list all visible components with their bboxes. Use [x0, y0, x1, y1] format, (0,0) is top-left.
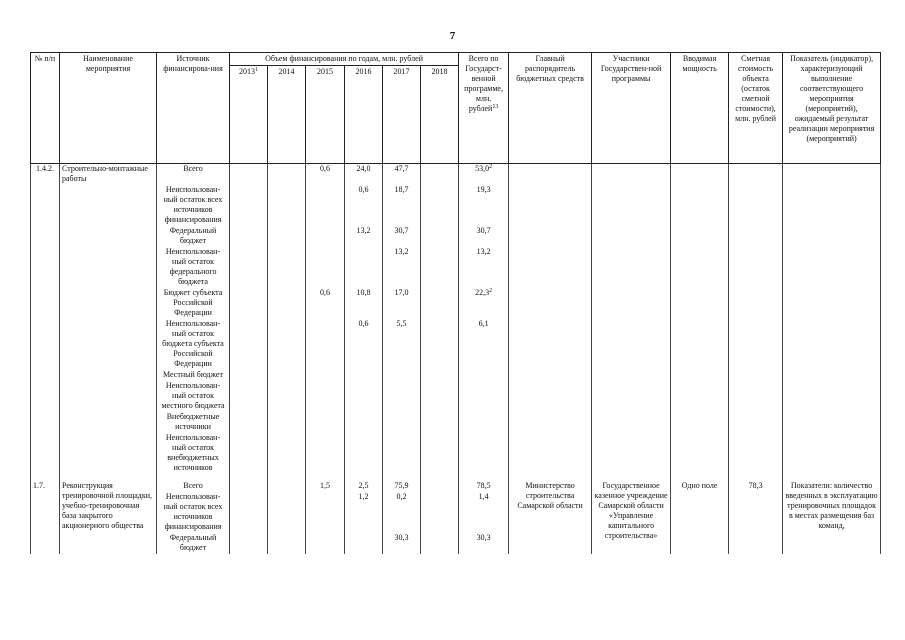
cell-num — [31, 164, 60, 186]
cell-y2017 — [383, 433, 421, 474]
cell-source-text: Всего — [183, 481, 203, 490]
cell-participants — [592, 433, 671, 474]
cell-y2013 — [230, 288, 268, 319]
cell-y2016 — [345, 319, 383, 370]
cell-source-text: Бюджет субъекта Российской Федерации — [163, 288, 223, 317]
cell-y2013 — [230, 164, 268, 186]
cell-cost — [729, 370, 783, 381]
cell-cost — [729, 247, 783, 288]
cell-source — [157, 492, 230, 533]
cell-y2015 — [306, 433, 345, 474]
cell-y2013 — [230, 370, 268, 381]
cell-y2018 — [421, 412, 459, 433]
spacer-cell — [383, 474, 421, 481]
cell-y2017 — [383, 288, 421, 319]
spacer-cell — [671, 474, 729, 481]
cell-y2014 — [268, 433, 306, 474]
cell-capacity — [671, 226, 729, 247]
cell-capacity — [671, 412, 729, 433]
spacer-cell — [230, 474, 268, 481]
cell-name — [60, 226, 157, 247]
cell-manager — [509, 185, 592, 226]
cell-num — [31, 370, 60, 381]
cell-total-text: 6,1 — [478, 319, 489, 328]
cell-source-text: Неиспользован-ный остаток местного бюджета — [161, 381, 225, 410]
header-year: 2016 — [345, 66, 383, 164]
cell-y2015 — [306, 412, 345, 433]
cell-y2016-text: 0,6 — [358, 185, 369, 194]
cell-manager — [509, 226, 592, 247]
cell-y2017-text: 75,9 — [394, 481, 409, 490]
cell-num — [31, 412, 60, 433]
cell-num — [31, 226, 60, 247]
cell-num — [31, 319, 60, 370]
cell-y2016-text: 13,2 — [356, 226, 371, 235]
cell-source-text: Неиспользован-ный остаток всех источников финансирования — [163, 185, 223, 224]
header-indicator: Показатель (индикатор), характеризующий выполнение соответствующего мероприятия (мероприятий), ожидаемый результат реализации мероприятия (мероприятий) — [783, 53, 881, 164]
cell-name-text: Реконструкция тренировочной площадки, учебно-тренировочная база закрытого акционерного общества — [62, 481, 153, 530]
table-row — [31, 481, 881, 492]
cell-y2017 — [383, 226, 421, 247]
cell-cost — [729, 481, 783, 554]
table-row — [31, 370, 881, 381]
cell-capacity — [671, 247, 729, 288]
cell-y2015 — [306, 288, 345, 319]
table-row — [31, 185, 881, 226]
cell-participants — [592, 412, 671, 433]
cell-total-text: 78,5 — [476, 481, 491, 490]
header-manager: Главный распорядитель бюджетных средств — [509, 53, 592, 164]
spacer-cell — [60, 474, 157, 481]
cell-y2015 — [306, 164, 345, 186]
cell-capacity — [671, 164, 729, 186]
cell-participants — [592, 247, 671, 288]
cell-indicator — [783, 370, 881, 381]
cell-participants-text: Государственное казенное учреждение Самарской области «Управление капитального строительства» — [594, 481, 668, 540]
cell-total-text: 30,7 — [476, 226, 491, 235]
cell-y2016 — [345, 185, 383, 226]
cell-y2018 — [421, 481, 459, 492]
spacer-cell — [459, 474, 509, 481]
cell-total-footnote: 2 — [489, 288, 493, 294]
cell-y2018 — [421, 226, 459, 247]
cell-y2015 — [306, 481, 345, 492]
header-source: Источник финансирова-ния — [157, 53, 230, 164]
cell-total-footnote: 2 — [489, 164, 493, 170]
cell-y2013 — [230, 433, 268, 474]
cell-y2015 — [306, 533, 345, 554]
cell-num — [31, 381, 60, 412]
cell-cost — [729, 288, 783, 319]
cell-capacity — [671, 288, 729, 319]
cell-num — [31, 247, 60, 288]
table-row — [31, 319, 881, 370]
cell-y2014 — [268, 412, 306, 433]
cell-participants — [592, 481, 671, 554]
table-row — [31, 164, 881, 186]
cell-y2017 — [383, 492, 421, 533]
cell-y2017-text: 17,0 — [394, 288, 409, 297]
cell-total — [459, 370, 509, 381]
cell-y2015 — [306, 370, 345, 381]
cell-y2013 — [230, 247, 268, 288]
cell-source — [157, 288, 230, 319]
cell-y2016 — [345, 492, 383, 533]
cell-num-text: 1.7. — [33, 481, 45, 490]
cell-name — [60, 481, 157, 554]
cell-participants — [592, 319, 671, 370]
cell-y2016 — [345, 433, 383, 474]
cell-indicator — [783, 319, 881, 370]
cell-y2016 — [345, 481, 383, 492]
cell-cost — [729, 412, 783, 433]
page-number: 7 — [449, 30, 456, 42]
cell-y2013 — [230, 492, 268, 533]
cell-name — [60, 164, 157, 186]
cell-total-text: 22,3 — [475, 288, 490, 297]
cell-num — [31, 185, 60, 226]
cell-source — [157, 412, 230, 433]
cell-total — [459, 288, 509, 319]
table-row — [31, 433, 881, 474]
cell-total — [459, 247, 509, 288]
cell-y2014 — [268, 185, 306, 226]
cell-y2016 — [345, 288, 383, 319]
cell-total-text: 19,3 — [476, 185, 491, 194]
cell-y2018 — [421, 370, 459, 381]
cell-y2016 — [345, 370, 383, 381]
cell-source-text: Федеральный бюджет — [169, 226, 217, 245]
cell-capacity-text: Одно поле — [681, 481, 718, 490]
cell-num — [31, 433, 60, 474]
cell-participants — [592, 185, 671, 226]
cell-cost — [729, 433, 783, 474]
spacer-cell — [345, 474, 383, 481]
cell-y2016 — [345, 247, 383, 288]
cell-y2017 — [383, 412, 421, 433]
spacer-cell — [421, 474, 459, 481]
cell-manager — [509, 412, 592, 433]
cell-source-text: Всего — [183, 164, 203, 173]
cell-source — [157, 226, 230, 247]
cell-source — [157, 164, 230, 186]
cell-y2014 — [268, 381, 306, 412]
cell-y2014 — [268, 319, 306, 370]
cell-cost — [729, 381, 783, 412]
cell-total — [459, 185, 509, 226]
cell-total — [459, 381, 509, 412]
cell-total-text: 1,4 — [478, 492, 489, 501]
cell-capacity — [671, 481, 729, 554]
cell-y2015 — [306, 185, 345, 226]
cell-source — [157, 247, 230, 288]
cell-source-text: Неиспользован-ный остаток федерального бюджета — [165, 247, 221, 286]
cell-name — [60, 412, 157, 433]
cell-indicator — [783, 433, 881, 474]
cell-y2015-text: 0,6 — [320, 288, 330, 297]
spacer-cell — [157, 474, 230, 481]
cell-y2016 — [345, 164, 383, 186]
cell-source-text: Местный бюджет — [163, 370, 223, 379]
cell-total — [459, 164, 509, 186]
header-volume: Объем финансирования по годам, млн. рублей — [230, 53, 459, 66]
cell-indicator — [783, 381, 881, 412]
cell-cost — [729, 185, 783, 226]
cell-total — [459, 412, 509, 433]
cell-y2014 — [268, 164, 306, 186]
spacer-row — [31, 474, 881, 481]
cell-capacity — [671, 185, 729, 226]
cell-source — [157, 481, 230, 492]
header-capacity: Вводимая мощность — [671, 53, 729, 164]
cell-participants — [592, 370, 671, 381]
table-row — [31, 381, 881, 412]
cell-y2017-text: 13,2 — [394, 247, 409, 256]
header-year: 2017 — [383, 66, 421, 164]
header-total: Всего по Государст-венной программе, млн. рублей$^{13}$ — [459, 53, 509, 164]
cell-source — [157, 185, 230, 226]
cell-y2016-text: 1,2 — [358, 492, 369, 501]
header-year: 2018 — [421, 66, 459, 164]
table-row — [31, 288, 881, 319]
spacer-cell — [306, 474, 345, 481]
cell-y2017 — [383, 533, 421, 554]
cell-total-text: 30,3 — [476, 533, 491, 542]
cell-y2017 — [383, 164, 421, 186]
cell-indicator — [783, 226, 881, 247]
cell-source — [157, 381, 230, 412]
cell-capacity — [671, 381, 729, 412]
cell-y2017-text: 0,2 — [396, 492, 407, 501]
cell-y2013 — [230, 481, 268, 492]
cell-total — [459, 533, 509, 554]
cell-source — [157, 319, 230, 370]
cell-y2018 — [421, 319, 459, 370]
table-header — [31, 53, 881, 164]
cell-manager — [509, 319, 592, 370]
cell-total — [459, 226, 509, 247]
spacer-cell — [592, 474, 671, 481]
header-name: Наименование мероприятия — [60, 53, 157, 164]
cell-source — [157, 370, 230, 381]
cell-indicator — [783, 164, 881, 186]
cell-capacity — [671, 433, 729, 474]
cell-total-text: 53,0 — [475, 164, 490, 173]
cell-manager — [509, 370, 592, 381]
cell-name — [60, 185, 157, 226]
cell-y2016 — [345, 412, 383, 433]
cell-source-text: Неиспользован-ный остаток всех источников финансирования — [163, 492, 223, 531]
cell-y2018 — [421, 247, 459, 288]
cell-name — [60, 381, 157, 412]
cell-indicator-text: Показатели: количество введенных в эксплуатацию тренировочных площадок в местах размещения баз команд, — [785, 481, 878, 530]
cell-y2015 — [306, 226, 345, 247]
cell-y2013 — [230, 185, 268, 226]
cell-y2017-text: 5,5 — [396, 319, 407, 328]
spacer-cell — [783, 474, 881, 481]
cell-y2017 — [383, 481, 421, 492]
cell-indicator — [783, 185, 881, 226]
cell-y2016 — [345, 226, 383, 247]
cell-y2017 — [383, 319, 421, 370]
cell-total — [459, 433, 509, 474]
header-year: 2013$^1$ — [230, 66, 268, 164]
header-year: 2014 — [268, 66, 306, 164]
cell-indicator — [783, 288, 881, 319]
cell-name — [60, 319, 157, 370]
cell-y2014 — [268, 481, 306, 492]
cell-y2015 — [306, 319, 345, 370]
cell-y2018 — [421, 492, 459, 533]
spacer-cell — [268, 474, 306, 481]
cell-manager — [509, 288, 592, 319]
cell-participants — [592, 164, 671, 186]
cell-capacity — [671, 370, 729, 381]
cell-y2018 — [421, 185, 459, 226]
cell-manager — [509, 433, 592, 474]
cell-y2015-text: 1,5 — [320, 481, 330, 490]
cell-y2013 — [230, 319, 268, 370]
cell-y2018 — [421, 433, 459, 474]
spacer-cell — [31, 474, 60, 481]
cell-name-text: Строительно-монтажные работы — [62, 164, 148, 183]
cell-y2017-text: 30,7 — [394, 226, 409, 235]
cell-capacity — [671, 319, 729, 370]
cell-y2017 — [383, 185, 421, 226]
cell-source-text: Внебюджетные источники — [166, 412, 220, 431]
cell-y2016-text: 0,6 — [358, 319, 369, 328]
cell-manager — [509, 481, 592, 554]
cell-indicator — [783, 247, 881, 288]
cell-manager — [509, 247, 592, 288]
cell-source — [157, 433, 230, 474]
cell-manager-text: Министерство строительства Самарской области — [517, 481, 583, 510]
cell-total-text: 13,2 — [476, 247, 491, 256]
cell-source — [157, 533, 230, 554]
cell-name — [60, 288, 157, 319]
cell-y2014 — [268, 226, 306, 247]
cell-name — [60, 247, 157, 288]
table-row — [31, 226, 881, 247]
cell-cost — [729, 164, 783, 186]
cell-cost-text: 78,3 — [748, 481, 763, 490]
cell-total — [459, 492, 509, 533]
cell-source-text: Неиспользован-ный остаток бюджета субъекта Российской Федерации — [162, 319, 224, 368]
cell-name — [60, 370, 157, 381]
cell-y2015 — [306, 247, 345, 288]
cell-y2016 — [345, 381, 383, 412]
cell-y2013 — [230, 412, 268, 433]
cell-cost — [729, 226, 783, 247]
table-row — [31, 412, 881, 433]
cell-y2018 — [421, 533, 459, 554]
cell-cost — [729, 319, 783, 370]
cell-num-text: 1.4.2. — [36, 164, 54, 173]
header-num: № п/п — [31, 53, 60, 164]
cell-y2017 — [383, 381, 421, 412]
table-body — [31, 164, 881, 555]
cell-y2018 — [421, 381, 459, 412]
header-cost: Сметная стоимость объекта (остаток сметной стоимости), млн. рублей — [729, 53, 783, 164]
cell-y2016-text: 2,5 — [358, 481, 369, 490]
cell-source-text: Федеральный бюджет — [169, 533, 217, 552]
spacer-cell — [729, 474, 783, 481]
cell-y2013 — [230, 381, 268, 412]
cell-y2014 — [268, 288, 306, 319]
cell-y2015-text: 0,6 — [320, 164, 330, 173]
cell-y2018 — [421, 164, 459, 186]
cell-y2017 — [383, 247, 421, 288]
cell-y2014 — [268, 492, 306, 533]
cell-total — [459, 481, 509, 492]
header-year: 2015 — [306, 66, 345, 164]
cell-y2018 — [421, 288, 459, 319]
cell-y2014 — [268, 247, 306, 288]
cell-y2016 — [345, 533, 383, 554]
cell-participants — [592, 226, 671, 247]
cell-y2017 — [383, 370, 421, 381]
cell-participants — [592, 288, 671, 319]
cell-y2016-text: 24,0 — [356, 164, 371, 173]
cell-y2016-text: 10,8 — [356, 288, 371, 297]
cell-indicator — [783, 481, 881, 554]
cell-participants — [592, 381, 671, 412]
cell-y2013 — [230, 226, 268, 247]
financing-table — [30, 52, 881, 554]
cell-y2017-text: 18,7 — [394, 185, 409, 194]
cell-y2014 — [268, 370, 306, 381]
cell-manager — [509, 381, 592, 412]
cell-y2015 — [306, 381, 345, 412]
cell-name — [60, 433, 157, 474]
cell-y2015 — [306, 492, 345, 533]
spacer-cell — [509, 474, 592, 481]
cell-total — [459, 319, 509, 370]
cell-y2017-text: 47,7 — [394, 164, 409, 173]
header-participants: Участники Государствен-ной программы — [592, 53, 671, 164]
cell-y2013 — [230, 533, 268, 554]
cell-num — [31, 481, 60, 554]
cell-y2017-text: 30,3 — [394, 533, 409, 542]
cell-indicator — [783, 412, 881, 433]
cell-source-text: Неиспользован-ный остаток внебюджетных источников — [165, 433, 221, 472]
cell-num — [31, 288, 60, 319]
table-row — [31, 247, 881, 288]
cell-manager — [509, 164, 592, 186]
cell-y2014 — [268, 533, 306, 554]
